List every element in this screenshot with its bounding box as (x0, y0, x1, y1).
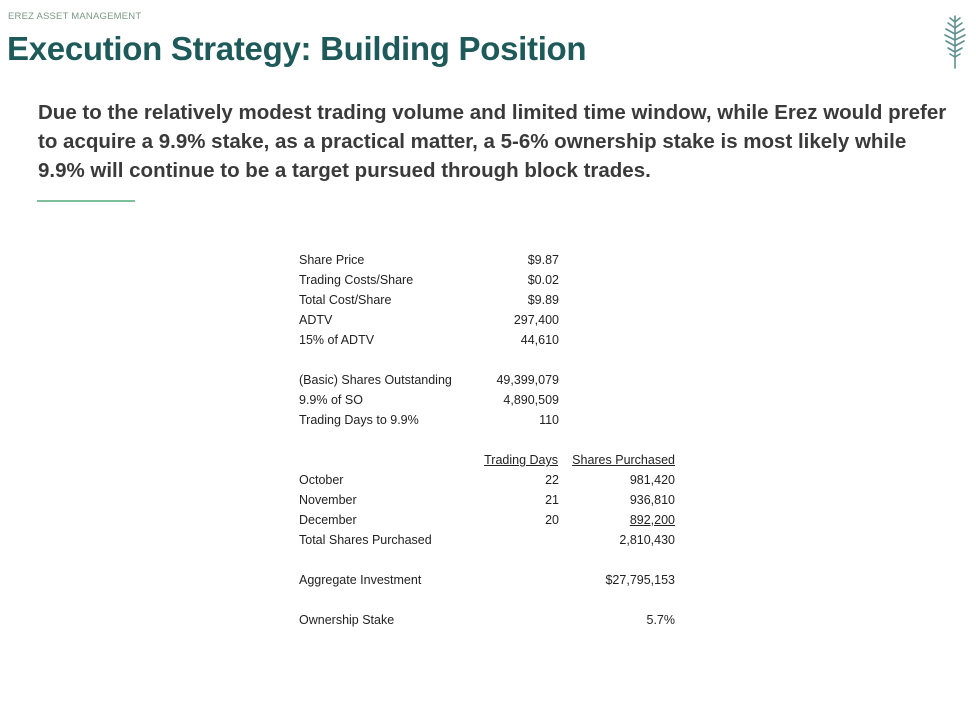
table-header-row (299, 450, 675, 470)
lead-paragraph: Due to the relatively modest trading volume and limited time window, while Erez would prefer to acquire a 9.9% stake, as a practical matter, a 5-6% ownership stake is most likely while 9.9% will continue to be a target pursued through block trades. (38, 101, 947, 182)
table-row: Share Price $9.87 (299, 253, 559, 267)
table-row: 9.9% of SO 4,890,509 (299, 393, 559, 407)
table-row: ADTV 297,400 (299, 313, 559, 327)
brand-name: EREZ ASSET MANAGEMENT (8, 11, 142, 22)
table-row: December 20 892,200 (299, 513, 675, 527)
table-row: November 21 936,810 (299, 493, 675, 507)
header-trading-days: Trading Days (484, 453, 558, 467)
table-row: Trading Costs/Share $0.02 (299, 273, 559, 287)
table-row: October 22 981,420 (299, 473, 675, 487)
ownership-stake-row: Ownership Stake 5.7% (299, 613, 675, 627)
aggregate-investment-row: Aggregate Investment $27,795,153 (299, 573, 675, 587)
total-row: Total Shares Purchased 2,810,430 (299, 533, 675, 547)
page-title: Execution Strategy: Building Position (7, 30, 587, 67)
table-row: (Basic) Shares Outstanding 49,399,079 (299, 373, 559, 387)
header-shares-purchased: Shares Purchased (572, 453, 675, 467)
table-row: Trading Days to 9.9% 110 (299, 413, 559, 427)
accent-divider (37, 200, 135, 202)
table-row: 15% of ADTV 44,610 (299, 333, 559, 347)
fern-leaf-icon (940, 10, 970, 70)
table-row: Total Cost/Share $9.89 (299, 293, 559, 307)
